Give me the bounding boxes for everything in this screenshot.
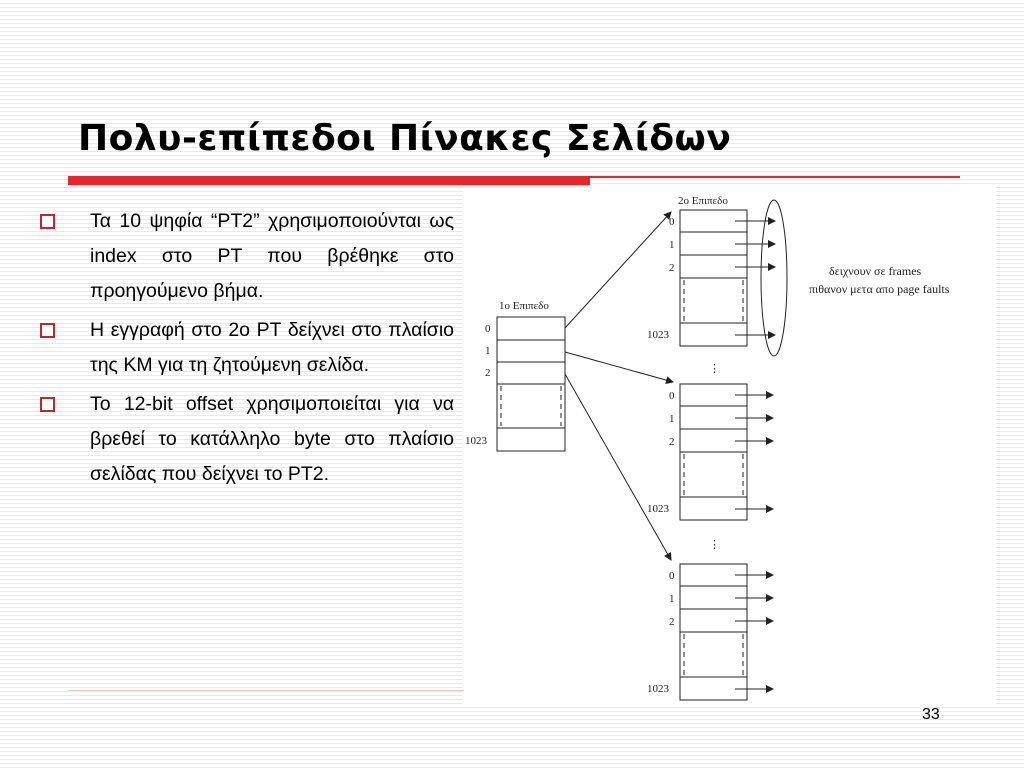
square-bullet-icon (40, 397, 55, 412)
level2-index-0: 0 (669, 390, 675, 402)
square-bullet-icon (40, 214, 55, 229)
title-underline-red (68, 176, 590, 185)
title-underline-thin (590, 176, 960, 178)
vertical-ellipsis: ⋮ (709, 363, 720, 375)
level1-index-last: 1023 (465, 435, 487, 447)
bullet-item (40, 313, 454, 383)
pointer-arrow (565, 352, 673, 382)
footer-rule (68, 690, 464, 691)
frames-ellipse (761, 200, 787, 356)
level1-index-0: 0 (485, 323, 491, 335)
level1-index-2: 2 (485, 367, 491, 379)
bullet-text: Τα 10 ψηφία “PT2” χρησιμοποιούνται ως index στο PT που βρέθηκε στο προηγούμενο βήμα. (90, 210, 454, 302)
bullet-list (40, 204, 454, 496)
level2-table (680, 210, 747, 346)
level2-index-0: 0 (669, 216, 675, 228)
level1-index-1: 1 (485, 345, 491, 357)
pointer-arrow (565, 374, 671, 560)
level2-index-2: 2 (669, 436, 675, 448)
level2-table (680, 564, 747, 700)
bullet-text: Το 12-bit offset χρησιμοποιείται για να βρεθεί το κατάλληλο byte στο πλαίσιο σελίδας που δείχνει το PT2. (90, 393, 454, 485)
level2-index-2: 2 (669, 262, 675, 274)
level2-index-last: 1023 (647, 503, 669, 515)
level2-index-1: 1 (669, 593, 675, 605)
level1-label: 1ο Επιπεδο (499, 300, 549, 312)
level1-table (497, 317, 565, 451)
page-number: 33 (922, 706, 940, 723)
level2-table (680, 384, 747, 520)
slide-title: Πολυ-επίπεδοι Πίνακες Σελίδων (78, 118, 732, 159)
level2-index-last: 1023 (647, 683, 669, 695)
square-bullet-icon (40, 323, 55, 338)
level2-index-last: 1023 (647, 329, 669, 341)
level2-label: 2ο Επιπεδο (678, 195, 728, 207)
annotation-line-2: πιθανον μετα απο page faults (809, 282, 950, 296)
vertical-ellipsis: ⋮ (709, 539, 720, 551)
pointer-arrow (565, 212, 671, 328)
multilevel-page-table-diagram (463, 186, 996, 704)
level2-index-1: 1 (669, 413, 675, 425)
level2-index-0: 0 (669, 570, 675, 582)
level2-index-1: 1 (669, 239, 675, 251)
bullet-item (40, 204, 454, 309)
annotation-line-1: δειχνουν σε frames (829, 264, 922, 278)
bullet-item (40, 387, 454, 492)
bullet-text: Η εγγραφή στο 2ο PT δείχνει στο πλαίσιο της ΚΜ για τη ζητούμενη σελίδα. (90, 319, 454, 376)
level2-index-2: 2 (669, 616, 675, 628)
